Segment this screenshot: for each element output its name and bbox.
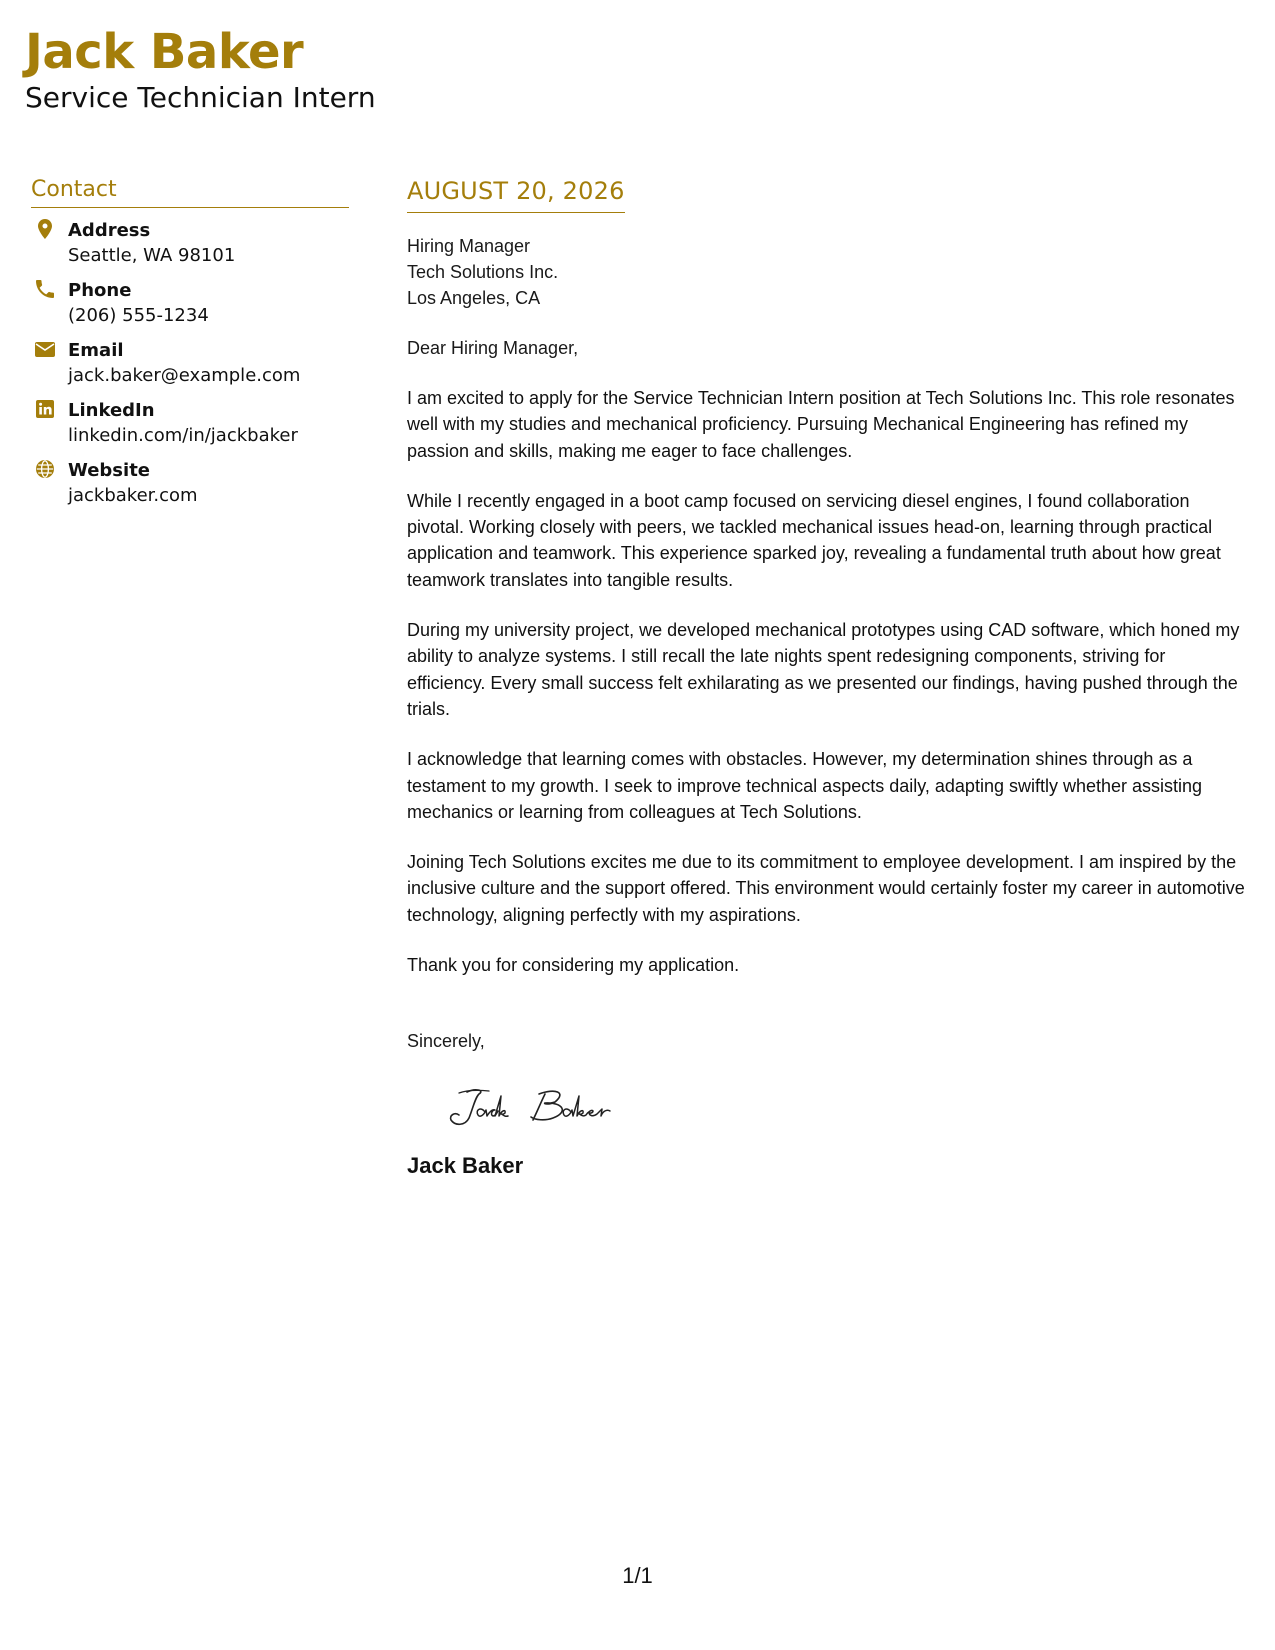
contact-value-email: jack.baker@example.com <box>68 365 301 386</box>
paragraph: I acknowledge that learning comes with obstacles. However, my determination shines through as a testament to my growth. I seek to improve technical aspects daily, adapting swiftly whether assisting mechanics or learning from colleagues at Tech Solutions. <box>407 749 1203 822</box>
recipient-line: Tech Solutions Inc. <box>407 262 559 282</box>
paragraph: Thank you for considering my application. <box>407 955 740 976</box>
signature-image <box>445 1082 635 1132</box>
phone-icon <box>33 278 57 300</box>
paragraph: I am excited to apply for the Service Technician Intern position at Tech Solutions Inc. This role resonates well with my studies and mechanical proficiency. Pursuing Mechanical Engineering has refined my passion and skills, making me eager to face challenges. <box>407 388 1235 461</box>
envelope-icon <box>33 338 57 360</box>
letter-header <box>25 24 376 115</box>
paragraph: While I recently engaged in a boot camp focused on servicing diesel engines, I found collaboration pivotal. Working closely with peers, we tackled mechanical issues head-on, learning through practical application and teamwork. This experience sparked joy, revealing a fundamental truth about how great teamwork translates into tangible results. <box>407 490 1221 590</box>
linkedin-icon <box>33 398 57 420</box>
contact-item-address <box>31 218 349 268</box>
applicant-name: Jack Baker <box>25 24 304 80</box>
contact-value-phone: (206) 555-1234 <box>68 305 209 326</box>
job-title: Service Technician Intern <box>25 81 376 114</box>
contact-sidebar <box>31 176 349 518</box>
greeting: Dear Hiring Manager, <box>407 338 579 358</box>
map-pin-icon <box>33 218 57 240</box>
letter-body <box>407 176 1247 1180</box>
paragraph: Joining Tech Solutions excites me due to its commitment to employee development. I am inspired by the inclusive culture and the support offered. This environment would certainly foster my career in automotive technology, aligning perfectly with my aspirations. <box>407 852 1245 925</box>
paragraph: During my university project, we developed mechanical prototypes using CAD software, which honed my ability to analyze systems. I still recall the late nights spent redesigning components, striving for efficiency. Every small success felt exhilarating as we presented our findings, having pushed through the trials. <box>407 620 1240 719</box>
handwritten-signature <box>445 1082 635 1132</box>
recipient-line: Los Angeles, CA <box>407 288 541 308</box>
letter-date: AUGUST 20, 2026 <box>407 176 625 213</box>
contact-label-linkedin: LinkedIn <box>68 400 155 421</box>
signed-name: Jack Baker <box>407 1153 524 1179</box>
contact-item-email <box>31 338 349 388</box>
contact-label-phone: Phone <box>68 280 132 301</box>
contact-section-title: Contact <box>31 176 349 208</box>
contact-item-phone <box>31 278 349 328</box>
page-number: 1/1 <box>622 1563 653 1588</box>
contact-label-email: Email <box>68 340 124 361</box>
globe-icon <box>33 458 57 480</box>
recipient-block <box>407 233 1247 311</box>
recipient-line: Hiring Manager <box>407 236 531 256</box>
closing: Sincerely, <box>407 1031 485 1052</box>
contact-label-website: Website <box>68 460 151 481</box>
contact-label-address: Address <box>68 220 151 241</box>
contact-value-address: Seattle, WA 98101 <box>68 245 236 266</box>
contact-item-website <box>31 458 349 508</box>
contact-item-linkedin <box>31 398 349 448</box>
contact-value-linkedin: linkedin.com/in/jackbaker <box>68 425 298 446</box>
contact-value-website: jackbaker.com <box>68 485 198 506</box>
